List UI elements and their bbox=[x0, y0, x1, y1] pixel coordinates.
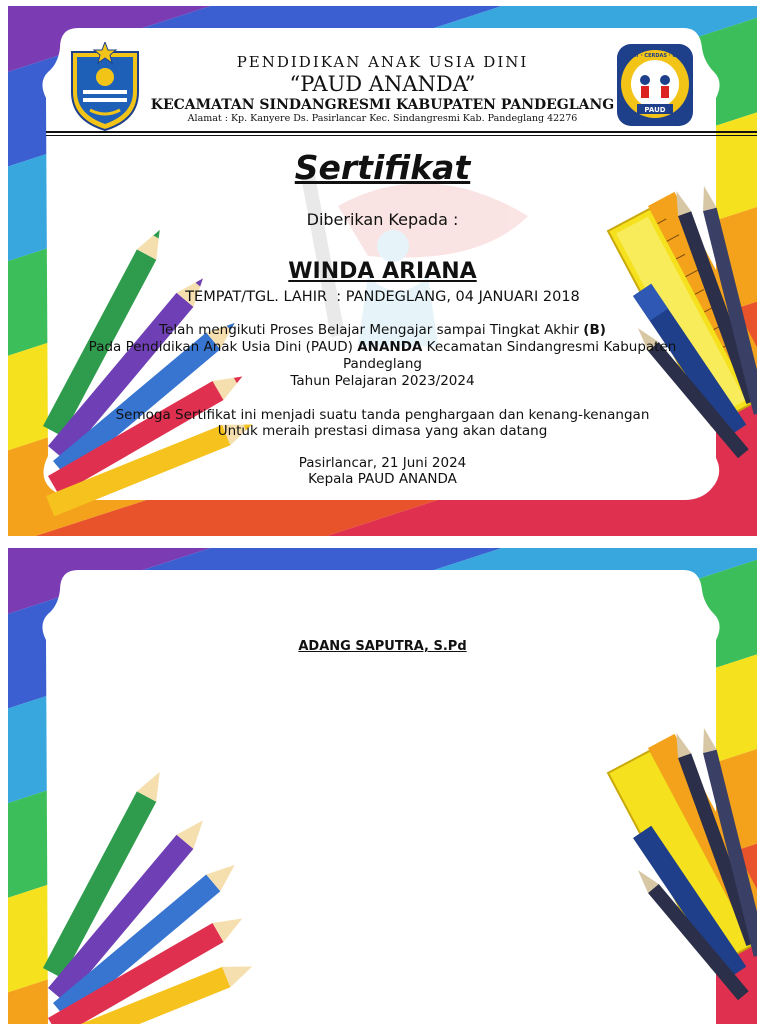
place-date: Pasirlancar, 21 Juni 2024 bbox=[298, 455, 467, 471]
signer-name: ADANG SAPUTRA, S.Pd bbox=[298, 639, 467, 654]
address-line: Alamat : Kp. Kanyere Ds. Pasirlancar Kec. Sindangresmi Kab. Pandeglang 42276 bbox=[187, 113, 578, 124]
birth-value: PANDEGLANG, 04 JANUARI 2018 bbox=[345, 289, 580, 305]
signature-block bbox=[8, 455, 757, 487]
institution-type: PENDIDIKAN ANAK USIA DINI bbox=[236, 53, 529, 71]
recipient-name: WINDA ARIANA bbox=[288, 259, 477, 284]
letterhead-rule-top bbox=[46, 131, 757, 133]
certificate-title: Sertifikat bbox=[294, 148, 471, 187]
wish-line-2: Untuk meraih prestasi dimasa yang akan datang bbox=[217, 423, 548, 439]
level-value: (B) bbox=[583, 322, 606, 338]
rainbow-frame-background bbox=[8, 548, 757, 1024]
wish-line-1: Semoga Sertifikat ini menjadi suatu tanda penghargaan dan kenang-kenangan bbox=[115, 407, 650, 423]
birth-label: TEMPAT/TGL. LAHIR : bbox=[185, 289, 346, 305]
school-short-name: ANANDA bbox=[357, 339, 423, 355]
district-name: KECAMATAN SINDANGRESMI KABUPATEN PANDEGLANG bbox=[150, 97, 615, 113]
letterhead bbox=[8, 50, 757, 124]
school-name: “PAUD ANANDA” bbox=[289, 72, 476, 96]
wish-message bbox=[8, 407, 757, 439]
statement-line-1: Telah mengikuti Proses Belajar Mengajar sampai Tingkat Akhir (B) bbox=[159, 322, 606, 338]
signer-title: Kepala PAUD ANANDA bbox=[308, 471, 457, 487]
svg-text:PAUD: PAUD bbox=[644, 106, 666, 114]
academic-year: Tahun Pelajaran 2023/2024 bbox=[290, 373, 475, 389]
birth-info bbox=[8, 289, 757, 305]
statement-line-2: Pada Pendidikan Anak Usia Dini (PAUD) ANANDA Kecamatan Sindangresmi Kabupaten bbox=[88, 339, 677, 355]
certificate-statement bbox=[8, 322, 757, 390]
svg-text:SEHAT · CERDAS · CERIA: SEHAT · CERDAS · CERIA bbox=[620, 53, 690, 59]
certificate-page-1 bbox=[8, 6, 757, 536]
certificate-page-2 bbox=[8, 548, 757, 1024]
statement-line-3: Pandeglang bbox=[343, 356, 422, 372]
letterhead-rule-bottom bbox=[46, 135, 757, 136]
given-to-label: Diberikan Kepada : bbox=[306, 210, 459, 229]
